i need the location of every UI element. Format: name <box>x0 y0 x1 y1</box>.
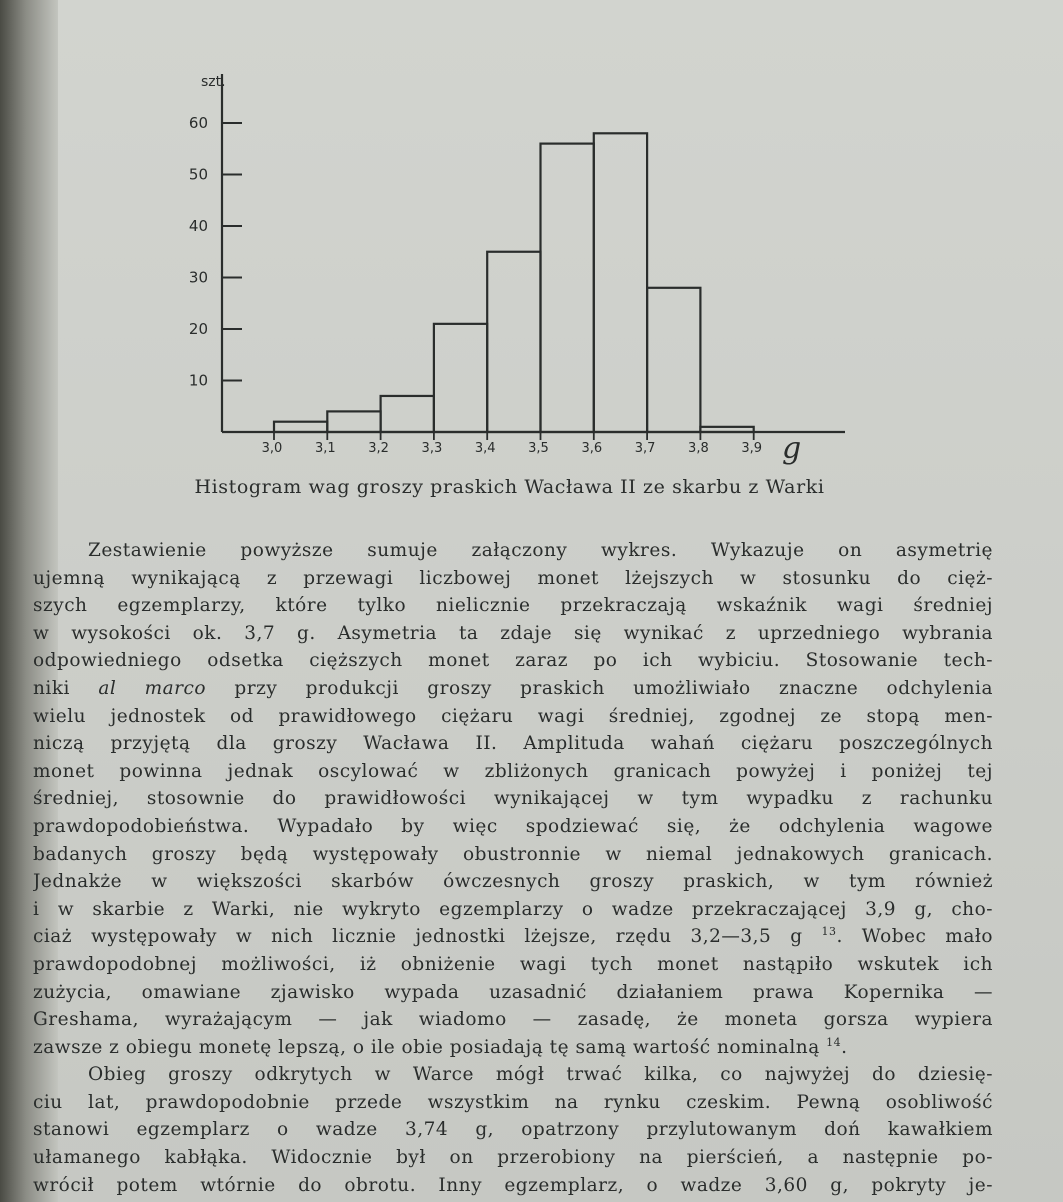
text-segment: ciaż występowały w nich licznie jednostki lżejsze, rzędu 3,2—3,5 g <box>33 926 803 948</box>
text-line: ujemną wynikającą z przewagi liczbowej monet lżejszych w stosunku do cięż- <box>33 567 993 589</box>
histogram-bar-6 <box>594 133 647 432</box>
text-line-footnote-13 <box>33 923 993 951</box>
y-axis-label: szt. <box>201 74 226 90</box>
text-segment: . <box>841 1036 848 1058</box>
text-line: szych egzemplarzy, które tylko nielicznie przekraczają wskaźnik wagi średniej <box>33 595 993 617</box>
histogram-bar-7 <box>647 288 700 432</box>
text-line: zużycia, omawiane zjawisko wypada uzasadnić działaniem prawa Kopernika — <box>33 981 993 1003</box>
paragraph-2 <box>33 1061 993 1199</box>
histogram-axes <box>222 74 845 432</box>
histogram-bar-2 <box>381 396 434 432</box>
text-line-footnote-14 <box>33 1034 993 1062</box>
y-tick-label: 30 <box>188 268 208 287</box>
histogram-bars <box>274 133 754 432</box>
y-tick-label: 50 <box>188 165 208 184</box>
x-tick-label: 3,9 <box>741 441 763 456</box>
text-line: wielu jednostek od prawidłowego ciężaru wagi średniej, zgodnej ze stopą men- <box>33 705 993 727</box>
histogram-bar-0 <box>274 422 327 432</box>
figure-caption: Histogram wag groszy praskich Wacława II ze skarbu z Warki <box>194 476 825 498</box>
text-line: odpowiedniego odsetka cięższych monet zaraz po ich wybiciu. Stosowanie tech- <box>33 650 993 672</box>
body-text <box>33 537 993 1199</box>
text-line: badanych groszy będą występowały obustronnie w niemal jednakowych granicach. <box>33 843 993 865</box>
footnote-ref-13: 13 <box>821 925 837 939</box>
footnote-ref-14: 14 <box>826 1035 842 1049</box>
x-tick-label: 3,8 <box>688 441 709 456</box>
x-tick-label: 3,1 <box>314 441 336 456</box>
italic-term: al marco <box>98 677 207 699</box>
histogram-bar-1 <box>327 411 380 432</box>
text-line: monet powinna jednak oscylować w zbliżonych granicach powyżej i poniżej tej <box>33 760 993 782</box>
y-tick-label: 60 <box>188 114 208 132</box>
y-tick-label: 20 <box>188 320 208 338</box>
text-line: prawdopodobieństwa. Wypadało by więc spodziewać się, że odchylenia wagowe <box>33 815 993 837</box>
y-tick-label: 40 <box>188 217 208 235</box>
weight-histogram <box>0 0 1063 470</box>
x-tick-label: 3,7 <box>634 441 656 456</box>
y-tick-label: 10 <box>188 371 208 390</box>
text-line: Obieg groszy odkrytych w Warce mógł trwać kilka, co najwyżej do dziesię- <box>88 1064 993 1086</box>
histogram-bar-8 <box>700 427 753 432</box>
text-line: niczą przyjętą dla groszy Wacława II. Amplituda wahań ciężaru poszczególnych <box>33 733 993 755</box>
x-tick-label: 3,4 <box>474 441 496 456</box>
text-line: Jednakże w większości skarbów ówczesnych groszy praskich, w tym również <box>33 871 993 893</box>
text-line: ciu lat, prawdopodobnie przede wszystkim na rynku czeskim. Pewną osobliwość <box>33 1091 993 1113</box>
text-line: ułamanego kabłąka. Widocznie był on przerobiony na pierścień, a następnie po- <box>33 1147 993 1169</box>
text-line: stanowi egzemplarz o wadze 3,74 g, opatrzony przylutowanym doń kawałkiem <box>33 1119 993 1141</box>
text-line: średniej, stosownie do prawidłowości wynikającej w tym wypadku z rachunku <box>33 788 993 810</box>
text-line: Greshama, wyrażającym — jak wiadomo — zasadę, że moneta gorsza wypiera <box>33 1009 993 1031</box>
y-axis-ticks <box>189 114 242 390</box>
x-tick-label: 3,0 <box>261 441 283 456</box>
text-segment: . Wobec mało <box>836 926 993 948</box>
x-tick-label: 3,3 <box>421 441 443 456</box>
histogram-bar-3 <box>434 324 487 432</box>
x-tick-label: 3,5 <box>528 441 549 456</box>
x-tick-label: 3,6 <box>581 441 603 456</box>
text-line: Zestawienie powyższe sumuje załączony wykres. Wykazuje on asymetrię <box>88 540 993 561</box>
x-axis-ticks <box>262 432 762 456</box>
x-tick-label: 3,2 <box>368 441 389 456</box>
histogram-bar-4 <box>487 252 540 432</box>
paragraph-1 <box>33 537 993 1061</box>
x-axis-label: g <box>782 431 802 466</box>
text-line-al-marco <box>33 675 993 703</box>
text-segment: zawsze z obiegu monetę lepszą, o ile obie posiadają tę samą wartość nominalną <box>33 1036 820 1058</box>
text-line: w wysokości ok. 3,7 g. Asymetria ta zdaje się wynikać z uprzedniego wybrania <box>33 622 993 644</box>
text-line: i w skarbie z Warki, nie wykryto egzemplarzy o wadze przekraczającej 3,9 g, cho- <box>33 898 993 920</box>
text-line: wrócił potem wtórnie do obrotu. Inny egzemplarz, o wadze 3,60 g, pokryty je- <box>33 1174 993 1196</box>
text-line: prawdopodobnej możliwości, iż obniżenie wagi tych monet nastąpiło wskutek ich <box>33 953 993 975</box>
histogram-bar-5 <box>541 144 594 432</box>
text-line: niki al marco przy produkcji groszy praskich umożliwiało znaczne odchylenia <box>33 677 993 699</box>
